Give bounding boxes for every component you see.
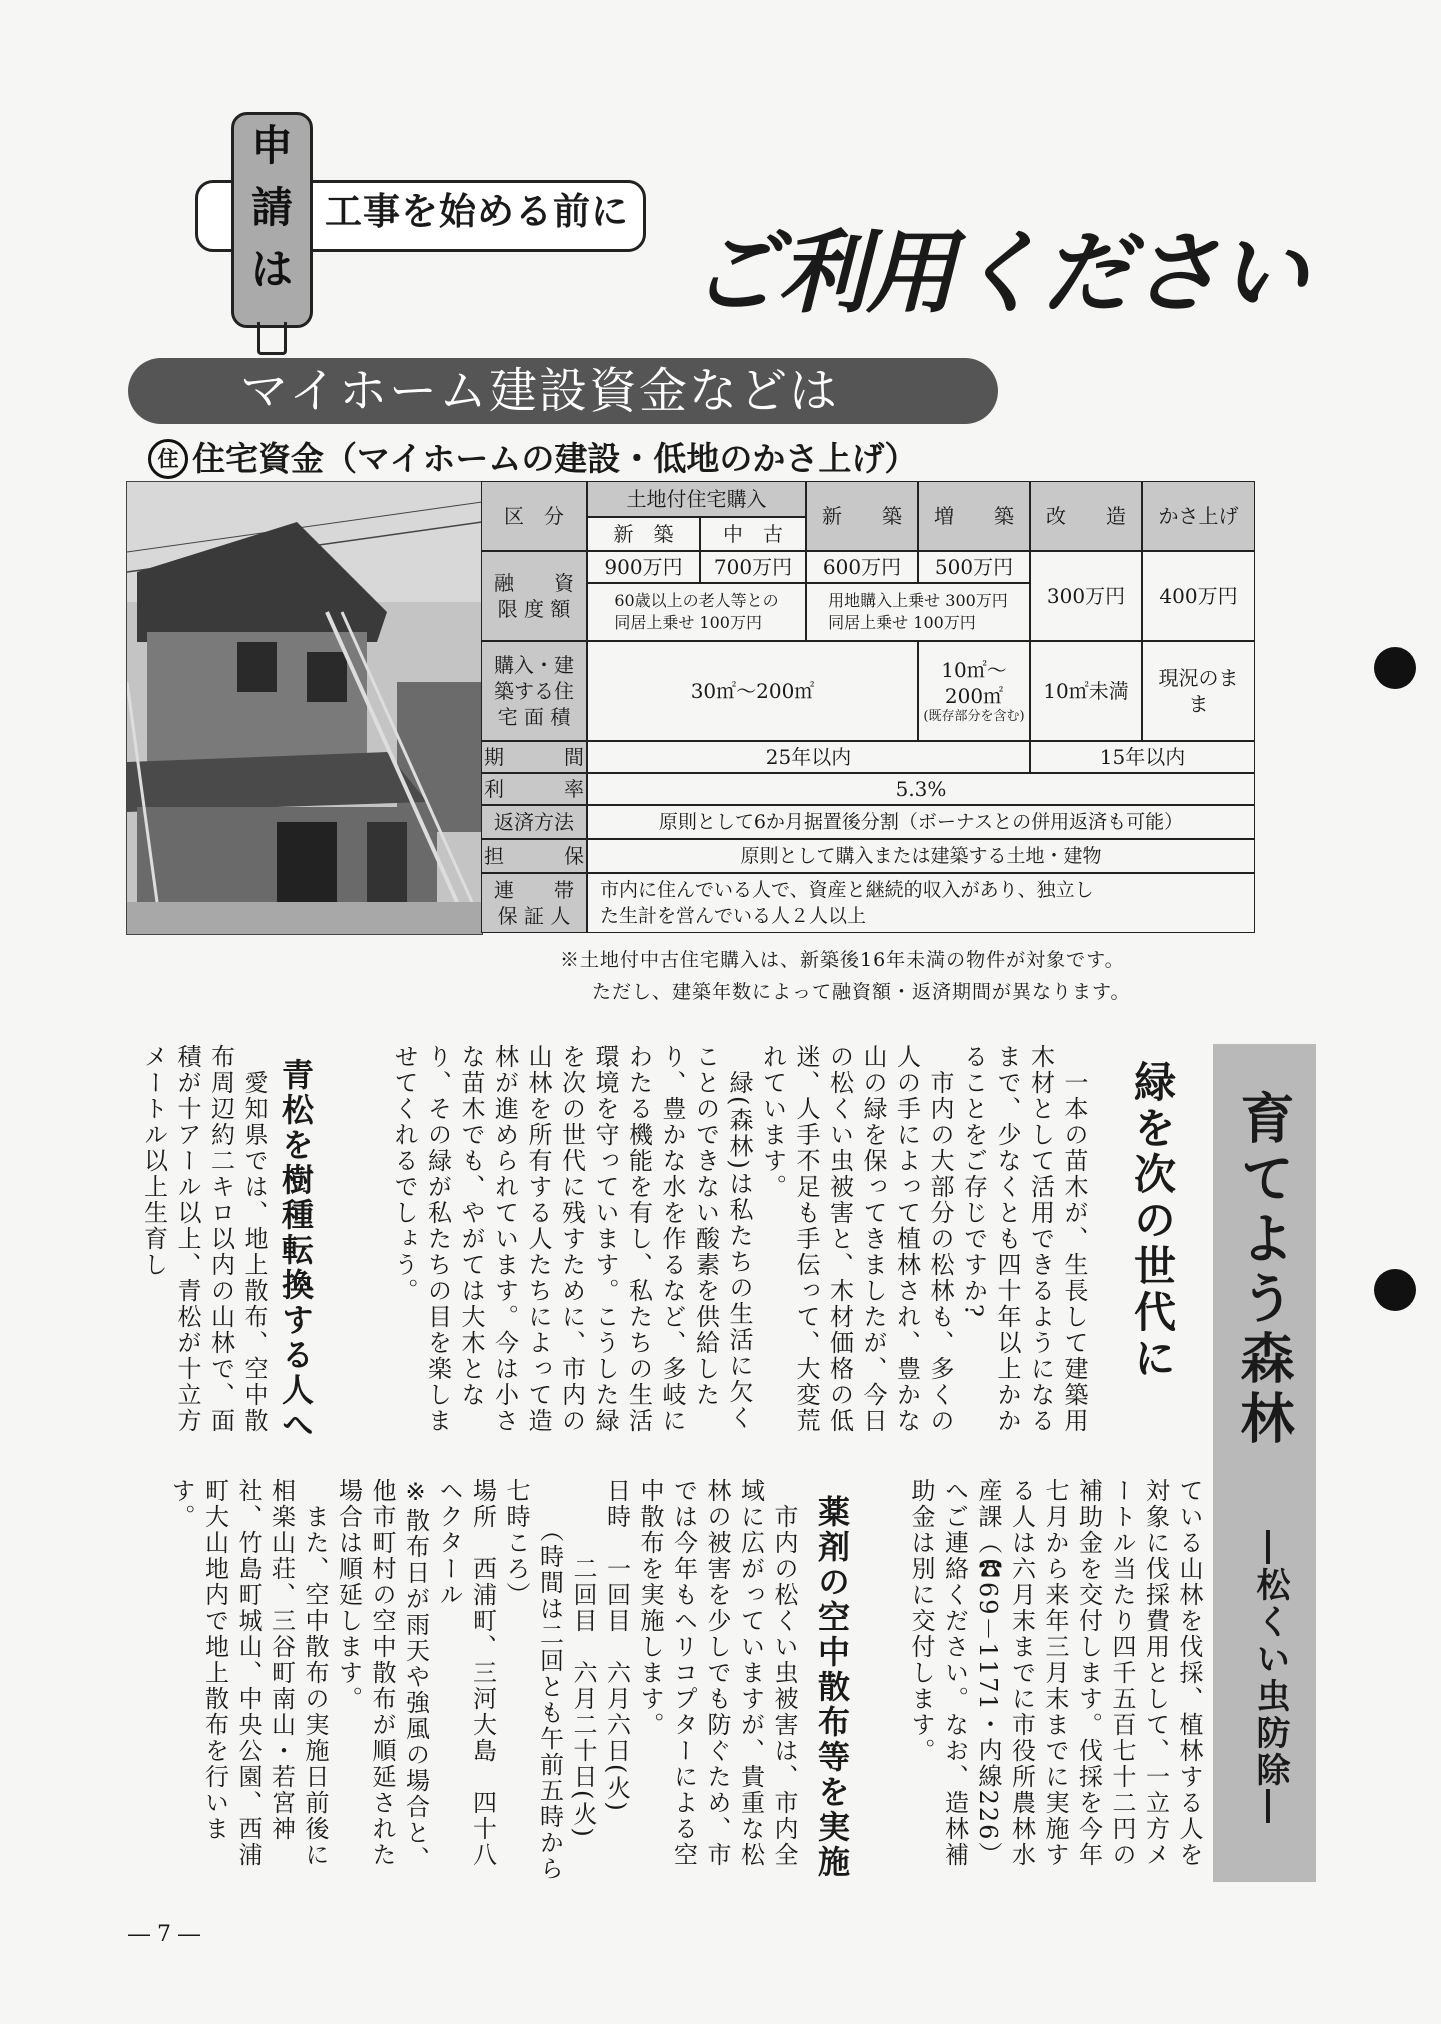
- value-500: 500万円: [918, 551, 1030, 583]
- binder-hole: [1374, 647, 1416, 689]
- value-300: 300万円: [1030, 551, 1142, 641]
- row-rate: 利 率: [481, 773, 587, 805]
- value-area-extend: [918, 641, 1030, 741]
- row-security: 担 保: [481, 839, 587, 873]
- application-badge: [231, 112, 313, 328]
- badge-char: 申: [250, 121, 293, 170]
- area-extend-note: (既存部分を含む): [923, 709, 1025, 724]
- value-repayment: 原則として6か月据置後分割（ボーナスとの併用返済も可能）: [587, 805, 1255, 839]
- row-guarantor: 連 帯 保 証 人: [481, 873, 587, 933]
- table-note-2: ただし、建築年数によって融資額・返済期間が異なります。: [592, 981, 1131, 1003]
- header-category: 区 分: [481, 481, 587, 551]
- circled-char: 住: [148, 439, 188, 479]
- header-new: 新 築: [587, 517, 700, 551]
- house-illustration: [127, 482, 482, 934]
- value-guarantor: 市内に住んでいる人で、資産と継続的収入があり、独立し た生計を営んでいる人２人以上: [587, 873, 1255, 933]
- header-raise: かさ上げ: [1142, 481, 1255, 551]
- value-period-15: 15年以内: [1030, 741, 1255, 773]
- housing-loan-table: [481, 481, 1316, 933]
- header-extend: 増 築: [918, 481, 1030, 551]
- body-species-conversion-1: 愛知県では、地上散布、空中散布周辺約二キロ以内の山林で、面積が十アール以上、青松が十立方メートル以上生育し: [139, 1044, 268, 1434]
- page-number: ― 7 ―: [128, 1922, 200, 1947]
- area-extend-range: 10㎡～ 200㎡: [941, 658, 1007, 708]
- row-period: 期 間: [481, 741, 587, 773]
- value-rate: 5.3%: [587, 773, 1255, 805]
- header-build: 新 築: [806, 481, 918, 551]
- value-area-remodel: 10㎡未満: [1030, 641, 1142, 741]
- row-loan-limit: 融 資 限 度 額: [481, 551, 587, 641]
- body-aerial-spraying: 市内の松くい虫被害は、市内全域に広がっていますが、貴重な松林の被害を少しでも防ぐため、市では今年もヘリコプターによる空中散布を実施します。 日時 一回目 六月六日(火) 二回目 六月二十日(火) （時間は二回とも午前五時から七時ころ） 場所 西浦町、三河大島 四十八ヘクタール ※散布日が雨天や強風の場合と、他市町村の空中散布が順延された場合は順延します。 また、空中散布の実施日前後に相楽山荘、三谷町南山・若宮神社、竹島町城山、中央公園、西浦町大山地内で地上散布を行います。: [167, 1478, 798, 1882]
- row-area: 購入・建 築する住 宅 面 積: [481, 641, 587, 741]
- value-400: 400万円: [1142, 551, 1255, 641]
- value-900: 900万円: [587, 551, 700, 583]
- badge-char: 請: [250, 183, 293, 232]
- badge-char: は: [250, 245, 293, 294]
- house-construction-photo: [126, 481, 483, 935]
- subtitle-text: 住宅資金（マイホームの建設・低地のかさ上げ）: [192, 439, 918, 478]
- value-area-range: 30㎡～200㎡: [587, 641, 918, 741]
- note-elder: 60歳以上の老人等との 同居上乗せ 100万円: [587, 583, 806, 641]
- header-used: 中 古: [700, 517, 806, 551]
- note-land: 用地購入上乗せ 300万円 同居上乗せ 100万円: [806, 583, 1030, 641]
- header-land-purchase: 土地付住宅購入: [587, 481, 806, 517]
- body-species-conversion-2: ている山林を伐採、植林する人を対象に伐採費用として、一立方メートル当たり四千五百七十二円の補助金を交付します。伐採を今年七月から来年三月末までに実施する人は六月末までに市役所農林水産課（☎69－1171・内線226）へご連絡ください。なお、造林補助金は別に交付します。: [907, 1478, 1203, 1868]
- section-banner-text: マイホーム建設資金などは: [240, 363, 840, 419]
- badge-stem: [257, 322, 287, 355]
- binder-hole: [1374, 1269, 1416, 1311]
- value-security: 原則として購入または建築する土地・建物: [587, 839, 1255, 873]
- speech-text: 工事を始める前に: [325, 190, 629, 233]
- forest-subtitle: ―松くい虫防除―: [1250, 1530, 1290, 1826]
- heading-green-next-generation: 緑を次の世代に: [1128, 1060, 1177, 1382]
- value-600: 600万円: [806, 551, 918, 583]
- heading-aerial-spraying: 薬剤の空中散布等を実施: [813, 1495, 851, 1880]
- page-title: ご利用ください: [690, 220, 1306, 326]
- value-area-raise: 現況のま ま: [1142, 641, 1255, 741]
- value-period-25: 25年以内: [587, 741, 1030, 773]
- body-green-next-generation: 一本の苗木が、生長して建築用木材として活用できるようになるまで、少なくとも四十年以上かかることをご存じですか? 市内の大部分の松林も、多くの人の手によって植林され、豊かな山の緑を保ってきましたが、今日の松くい虫被害と、木材価格の低迷、人手不足も手伝って、大変荒れています。 緑(森林)は私たちの生活に欠くことのできない酸素を供給したり、豊かな水を作るなど、多岐にわたる機能を有し、私たちの生活環境を守っています。こうした緑を次の世代に残すために、市内の山林を所有する人たちによって造林が進められています。今は小さな苗木でも、やがては大木となり、その緑が私たちの目を楽しませてくれるでしょう。: [390, 1044, 1088, 1434]
- header-remodel: 改 造: [1030, 481, 1142, 551]
- heading-species-conversion: 青松を樹種転換する人へ: [277, 1058, 315, 1443]
- table-note-1: ※土地付中古住宅購入は、新築後16年未満の物件が対象です。: [560, 949, 1125, 971]
- section-subtitle: [148, 437, 917, 481]
- forest-title: 育てよう森林: [1232, 1090, 1296, 1450]
- value-700: 700万円: [700, 551, 806, 583]
- row-repayment: 返済方法: [481, 805, 587, 839]
